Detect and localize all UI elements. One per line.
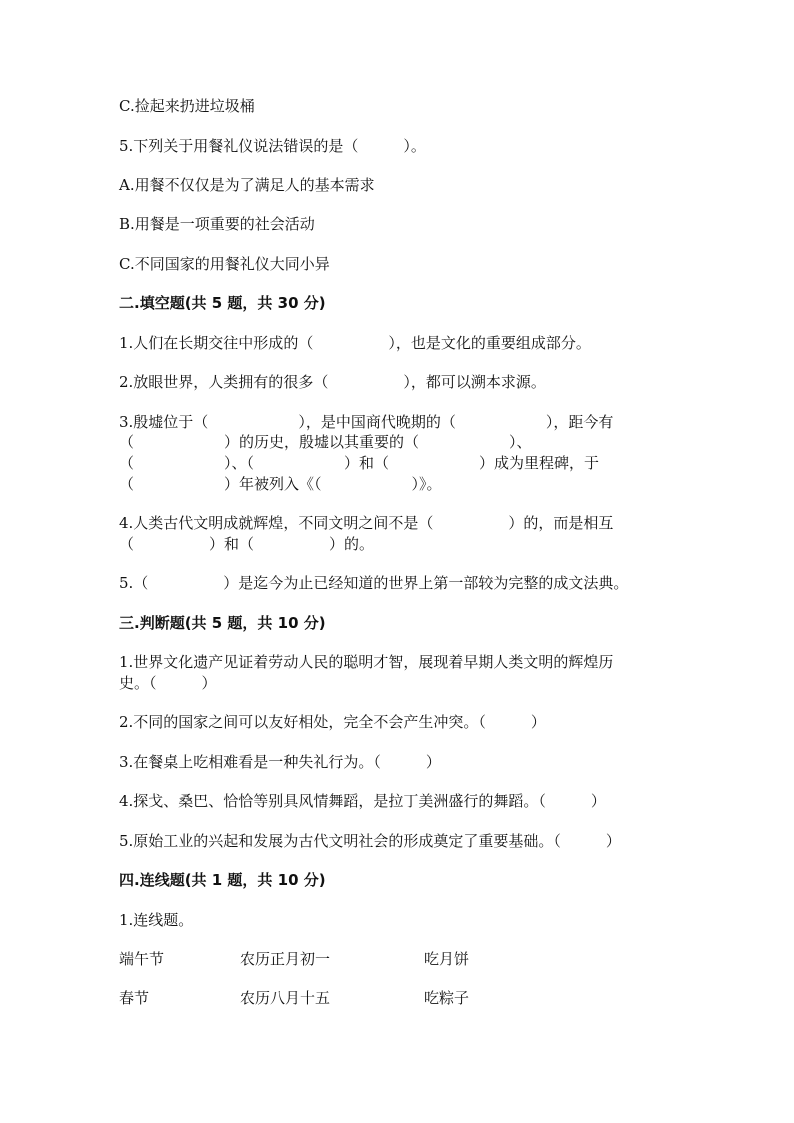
judge-question-4: 4.探戈、桑巴、恰恰等别具风情舞蹈，是拉丁美洲盛行的舞蹈。（ ） <box>119 792 606 810</box>
matching-festival: 春节 <box>119 989 150 1007</box>
question-5-stem: 5.下列关于用餐礼仪说法错误的是（ ）。 <box>119 137 426 155</box>
fill-question-4-line-1: 4.人类古代文明成就辉煌，不同文明之间不是（ ）的，而是相互 <box>119 514 614 532</box>
question-5-option-a: A.用餐不仅仅是为了满足人的基本需求 <box>119 176 375 194</box>
fill-question-3-line-3: （ ）、（ ）和（ ）成为里程碑，于 <box>119 454 600 472</box>
fill-question-1: 1.人们在长期交往中形成的（ ），也是文化的重要组成部分。 <box>119 334 591 352</box>
fill-question-3-line-1: 3.殷墟位于（ ），是中国商代晚期的（ ），距今有 <box>119 413 614 431</box>
section-2-heading: 二.填空题(共 5 题，共 30 分) <box>119 294 326 312</box>
fill-question-2: 2.放眼世界，人类拥有的很多（ ），都可以溯本求源。 <box>119 373 546 391</box>
fill-question-3-line-4: （ ）年被列入《（ ）》。 <box>119 475 442 493</box>
option-c-text: C.捡起来扔进垃圾桶 <box>119 97 255 115</box>
fill-question-4-line-2: （ ）和（ ）的。 <box>119 535 375 553</box>
matching-date: 农历正月初一 <box>240 950 331 968</box>
question-5-option-c: C.不同国家的用餐礼仪大同小异 <box>119 255 330 273</box>
matching-custom: 吃粽子 <box>424 989 470 1007</box>
question-5-option-b: B.用餐是一项重要的社会活动 <box>119 215 315 233</box>
fill-question-3-line-2: （ ）的历史，殷墟以其重要的（ ）、 <box>119 433 532 451</box>
section-3-heading: 三.判断题(共 5 题，共 10 分) <box>119 614 326 632</box>
judge-question-1-line-2: 史。（ ） <box>119 674 217 692</box>
fill-question-5: 5.（ ）是迄今为止已经知道的世界上第一部较为完整的成文法典。 <box>119 574 629 592</box>
judge-question-1-line-1: 1.世界文化遗产见证着劳动人民的聪明才智，展现着早期人类文明的辉煌历 <box>119 653 614 671</box>
judge-question-2: 2.不同的国家之间可以友好相处，完全不会产生冲突。（ ） <box>119 713 546 731</box>
matching-festival: 端午节 <box>119 950 165 968</box>
judge-question-3: 3.在餐桌上吃相难看是一种失礼行为。（ ） <box>119 753 441 771</box>
judge-question-5: 5.原始工业的兴起和发展为古代文明社会的形成奠定了重要基础。（ ） <box>119 832 621 850</box>
matching-question-1: 1.连线题。 <box>119 911 194 929</box>
matching-custom: 吃月饼 <box>424 950 470 968</box>
matching-date: 农历八月十五 <box>240 989 331 1007</box>
section-4-heading: 四.连线题(共 1 题，共 10 分) <box>119 871 326 889</box>
